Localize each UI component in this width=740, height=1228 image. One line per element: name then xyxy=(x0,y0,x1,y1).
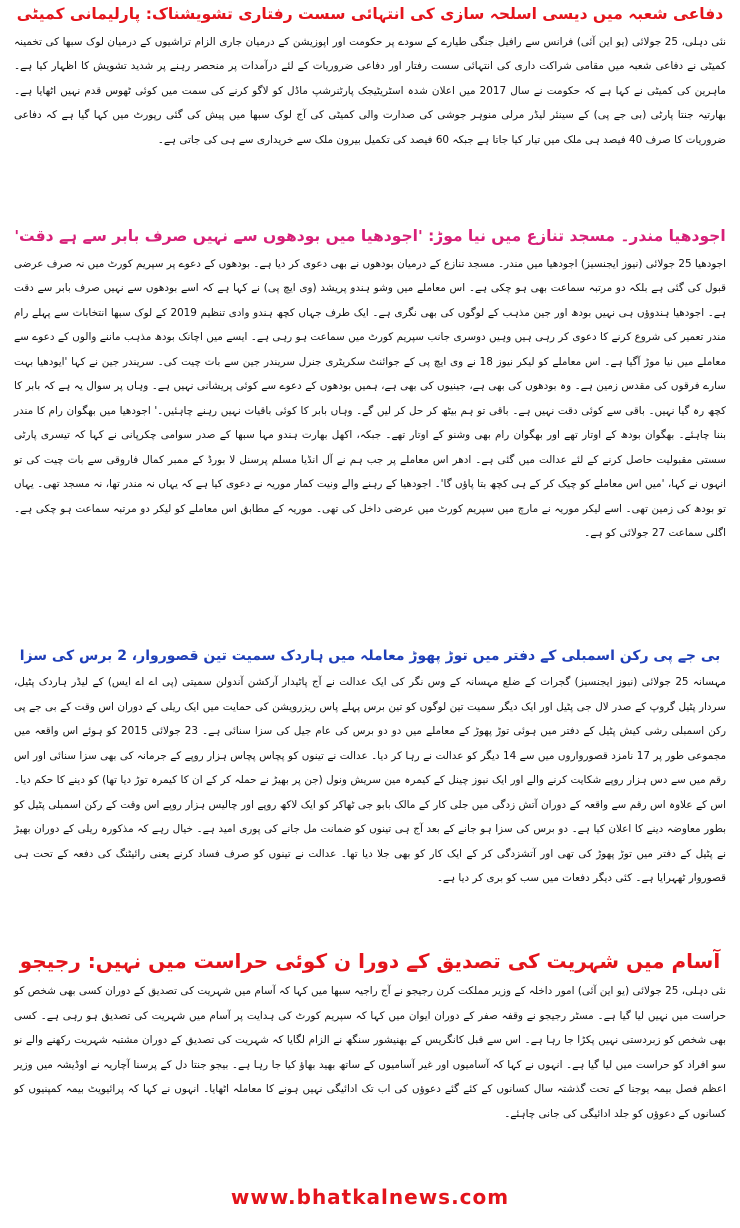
article-hardik-patel xyxy=(14,648,726,891)
article-defence xyxy=(14,6,726,152)
article-body: اجودھیا 25 جولائی (نیوز ایجنسیز) اجودھیا میں مندر۔ مسجد تنازع کے درمیان بودھوں نے بھی دعوی کر دیا ہے۔ بودھوں کے دعوے پر سپریم کورٹ میں نہ صرف عرضی قبول کی گئی ہے بلکہ دو مرتبہ سماعت بھی ہو چکی ہے۔ اس معاملے میں وشو ہندو پریشد (وی ایچ پی) نے کہا ہے کہ اسے بودھوں سے نہیں صرف بابر سے دقت ہے۔ اجودھیا ہندوؤں ہی نہیں بودھ اور جین مذہب کے لوگوں کی بھی نگری ہے۔ ایک طرف جہاں کچھ ہندو وادی تنظیم 2019 کے لوک سبھا انتخابات سے پہلے رام مندر تعمیر کی شروع کرنے کا دعوی کر رہی ہیں وہیں دوسری جانب سپریم کورٹ میں سماعت ہو رہی ہے۔ ایسے میں اچانک بودھ مذہب ماننے والوں کے دعوے سے معاملے میں نیا موڑ آگیا ہے۔ اس معاملے کو لیکر نیوز 18 نے وی ایچ پی کے جوائنٹ سکریٹری جنرل سریندر جین سے بات چیت کی۔ سریندر جین نے کہا 'ایودھیا بہت سارے فرقوں کی مقدس زمین ہے۔ وہ بودھوں کی بھی ہے، جینیوں کی بھی ہے، ہمیں بودھوں کے دعوے سے کوئی پریشانی نہیں ہے۔ وہاں پر سوال یہ ہے کہ بابر کا کچھ رہ گیا نہیں۔ باقی سے کوئی دقت نہیں ہے۔ باقی تو ہم بیٹھ کر حل کر لیں گے۔ وہاں بابر کا کوئی باقیات نہیں رہنے چاہئیں۔' اجودھیا میں بھگوان رام کا مندر بننا چاہئے۔ بھگوان بودھ کے اوتار تھے اور بھگوان رام بھی وشنو کے اوتار تھے۔ جبکہ، اکھل بھارت ہندو مہا سبھا کے صدر سوامی چکرپانی نے کہا کہ تیسری پارٹی سستی مقبولیت حاصل کرنے کے لئے عدالت میں گئی ہے۔ ادھر اس معاملے پر جب ہم نے آل انڈیا مسلم پرسنل لا بورڈ کے ممبر کمال فاروقی سے بات چیت کی تو انہوں نے کہا، 'میں اس معاملے کو چیک کر کے ہی کچھ بتا پاؤں گا'۔ اجودھیا کے رہنے والے ونیت کمار موریہ نے دعوی کیا ہے کہ یہاں نہ مندر تھا، نہ مسجد تھی۔ یہاں تو بودھ کی زمین تھی۔ اسے لیکر موریہ نے مارچ میں سپریم کورٹ میں عرضی داخل کی تھی۔ موریہ کے مطابق اس معاملے کو لیکر دو مرتبہ سماعت ہو چکی ہے۔ اگلی سماعت 27 جولائی کو ہے۔ xyxy=(14,257,727,540)
article-headline: اجودھیا مندر۔ مسجد تنازع میں نیا موڑ: 'اجودھیا میں بودھوں سے نہیں صرف بابر سے ہے دقت' xyxy=(14,227,726,245)
article-body: نئی دہلی، 25 جولائی (یو این آئی) فرانس سے رافیل جنگی طیارے کے سودے پر حکومت اور اپوزیشن کے درمیان جاری الزام تراشیوں کے درمیان لوک سبھا کی تخمینہ کمیٹی نے دفاعی شعبہ میں مقامی شراکت داری کی انتہائی سست رفتار اور دفاعی ضروریات کے لئے درآمدات پر منحصر رہنے پر شدید تشویش کا اظہار کیا ہے۔ ماہرین کی کمیٹی نے کہا ہے کہ حکومت نے سال 2017 میں اعلان شدہ اسٹریٹیجک پارٹنرشپ ماڈل کو لاگو کرنے کی سمت میں کوئی ٹھوس قدم نہیں اٹھایا ہے۔ بھارتیہ جنتا پارٹی (بی جے پی) کے سینئر لیڈر مرلی منوہر جوشی کی صدارت والی کمیٹی کی آج لوک سبھا میں پیش کی گئی رپورٹ میں کہا گیا ہے کہ دفاعی ضروریات کا صرف 40 فیصد ہی ملک میں تیار کیا جاتا ہے جبکہ 60 فیصد کی تکمیل بیرون ملک سے خریداری سے ہی کی جاتی ہے۔ xyxy=(14,35,726,146)
website-footer: www.bhatkalnews.com xyxy=(230,1185,510,1209)
article-headline: آسام میں شہریت کی تصدیق کے دورا ن کوئی حراست میں نہیں: رجیجو xyxy=(19,949,721,973)
article-assam-citizenship xyxy=(14,950,726,1126)
article-ayodhya xyxy=(14,228,726,546)
article-body: نئی دہلی، 25 جولائی (یو این آئی) امور داخلہ کے وزیر مملکت کرن رجیجو نے آج راجیہ سبھا میں کہا کہ آسام میں شہریت کی تصدیق کے دوران کسی بھی شخص کو حراست میں نہیں لیا گیا ہے۔ مسٹر رجیجو نے وقفہ صفر کے دوران ایوان میں کہا کہ سپریم کورٹ کی ہدایت پر آسام میں شہریت کی تصدیق ہو رہی ہے۔ کسی بھی شخص کو زبردستی نہیں پکڑا جا رہا ہے۔ اس سے قبل کانگریس کے بھنیشور سنگھ نے الزام لگایا کہ شہریت کی تصدیق کے دوران مشتبہ شہریت رکھنے والے نو سو افراد کو حراست میں لیا گیا ہے۔ انہوں نے کہا کہ آسامیوں اور غیر آسامیوں کے ساتھ بھید بھاؤ کیا جا رہا ہے۔ بیجو جنتا دل کے پرسنا آچاریہ نے اوڈیشہ میں وزیر اعظم فصل بیمہ یوجنا کے تحت گذشتہ سال کسانوں کے کئے گئے دعوؤں کی اب تک ادائیگی نہیں ہونے کا معاملہ اٹھایا۔ انہوں نے کہا کہ پرائیویٹ بیمہ کمپنیوں کو کسانوں کے دعوؤں کو جلد ادائیگی کی جانی چاہئے۔ xyxy=(14,985,726,1120)
article-headline: دفاعی شعبہ میں دیسی اسلحہ سازی کی انتہائی سست رفتاری تشویشناک: پارلیمانی کمیٹی xyxy=(16,5,724,23)
article-headline: بی جے پی رکن اسمبلی کے دفتر میں توڑ پھوڑ معاملہ میں ہاردک سمیت تین قصوروار، 2 برس کی سزا xyxy=(19,648,721,664)
article-body: مہسانہ 25 جولائی (نیوز ایجنسیز) گجرات کے ضلع مہسانہ کے وس نگر کی ایک عدالت نے آج پاٹیدار آرکشن آندولن سمیتی (پی اے اے ایس) کے لیڈر ہاردک پٹیل، سردار پٹیل گروپ کے صدر لال جی پٹیل اور ایک دیگر سمیت تین لوگوں کو تین برس پہلے پاس ریزرویشن کی حمایت میں ایک ریلی کے دوران اس وقت کے بی جے پی رکن اسمبلی رشی کیش پٹیل کے دفتر میں ہوئی توڑ پھوڑ کے معاملے میں دو دو برس کی عام جیل کی سزا سنائی ہے۔ 23 جولائی 2015 کو ہوئے اس واقعہ میں مجموعی طور پر 17 نامزد قصورواروں میں سے 14 دیگر کو عدالت نے رہا کر دیا۔ عدالت نے تینوں کو پچاس پچاس ہزار روپے کے جرمانہ کی بھی سزا سنائی اور اس رقم میں سے دس ہزار روپے شکایت کرنے والے اور ایک نیوز چینل کے کیمرہ مین سریش ونول (جن پر بھیڑ نے حملہ کر کے ان کا کیمرہ توڑ دیا تھا) کو دینے کا حکم دیا۔ اس کے علاوہ اس رقم سے واقعہ کے دوران آتش زدگی میں جلی کار کے مالک بابو جی ٹھاکر کو ایک لاکھ روپے اور چالیس ہزار روپے اس وقت کے رکن اسمبلی پٹیل کو بطور معاوضہ دینے کا اعلان کیا ہے۔ دو برس کی سزا ہو جانے کے بعد آج ہی تینوں کو ضمانت مل جانے کی پوری امید ہے۔ خیال رہے کہ مذکورہ ریلی کے دوران بھیڑ نے پٹیل کے دفتر میں توڑ پھوڑ کی تھی اور آتشزدگی کر کے ایک کار کو بھی جلا دیا تھا۔ عدالت نے تینوں کو صرف فساد کرنے یعنی رائیٹنگ کی دفعہ کے تحت ہی قصوروار ٹھہرایا ہے۔ کئی دیگر دفعات میں سب کو بری کر دیا ہے۔ xyxy=(14,676,727,885)
